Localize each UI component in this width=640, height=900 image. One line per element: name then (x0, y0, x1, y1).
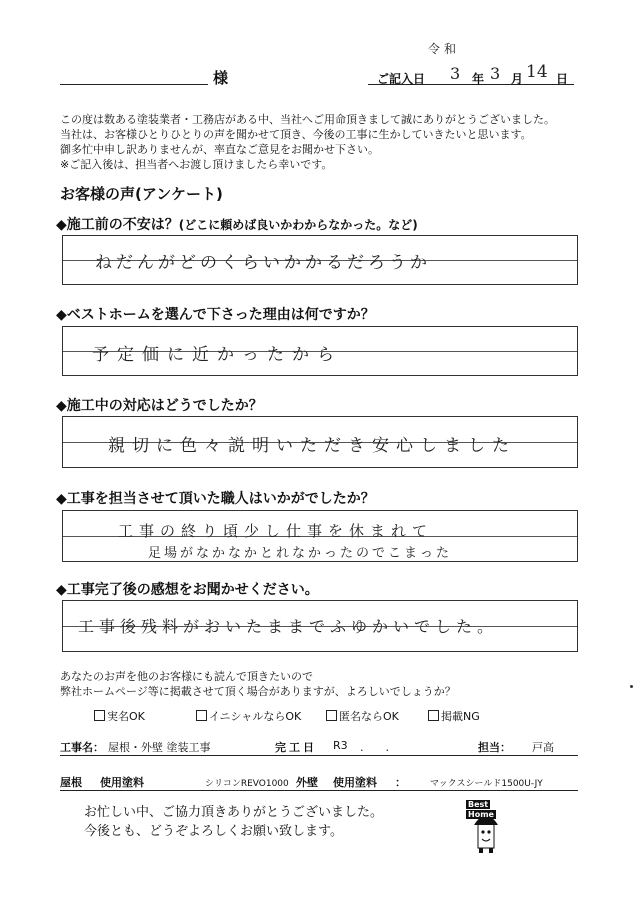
checkbox-anonymous[interactable] (326, 710, 337, 721)
consent-text-1: あなたのお声を他のお客様にも読んで頂きたいので (60, 670, 313, 683)
date-day: 14 (526, 62, 548, 82)
work-name-value: 屋根・外壁 塗装工事 (108, 741, 211, 754)
checkbox-no-publish[interactable] (428, 710, 439, 721)
staff-name: 戸高 (532, 741, 554, 754)
consent-text-2: 弊社ホームページ等に掲載させて頂く場合がありますが、よろしいでしょうか？ (60, 685, 456, 698)
answer-2-text: 予定価に近かったから (92, 345, 342, 365)
date-month-unit: 月 (511, 72, 524, 86)
consent-option-real-name[interactable] (94, 708, 145, 724)
date-month: 3 (490, 64, 505, 83)
logo-text-home: Home (468, 810, 494, 819)
date-day-unit: 日 (556, 72, 569, 86)
question-1 (56, 214, 418, 234)
intro-line-1: この度は数ある塗装業者・工務店がある中、当社へご用命頂きまして誠にありがとうございました。 (60, 113, 555, 126)
completion-date-value: R3 (333, 739, 348, 752)
option-label-initials: イニシャルならOK (209, 710, 302, 723)
date-year-unit: 年 (472, 72, 485, 86)
wall-colon: ： (395, 776, 406, 789)
wall-label: 外壁 (296, 776, 318, 789)
completion-date-dots: . . (360, 741, 389, 754)
sama-label: 様 (213, 69, 229, 87)
section-title: お客様の声(アンケート) (60, 185, 223, 203)
question-2-label: ◆ベストホームを選んで下さった理由は何ですか？ (56, 307, 375, 323)
closing-line-2: 今後とも、どうぞよろしくお願い致します。 (84, 824, 343, 839)
option-label-anonymous: 匿名ならOK (339, 710, 399, 723)
closing-line-1: お忙しい中、ご協力頂きありがとうございました。 (84, 805, 384, 820)
wall-paint-label: 使用塗料 (333, 776, 377, 789)
logo-text-best: Best (468, 800, 489, 809)
intro-line-3: 御多忙中申し訳ありませんが、率直なご意見をお聞かせ下さい。 (60, 143, 379, 156)
option-label-real-name: 実名OK (107, 710, 145, 723)
question-3-label: ◆施工中の対応はどうでしたか？ (56, 398, 263, 414)
answer-4-text-line-2: 足場がなかなかとれなかったのでこまった (148, 546, 453, 561)
option-label-no-publish: 掲載NG (441, 710, 480, 723)
answer-1-text: ねだんがどのくらいかかるだろうか (95, 253, 431, 273)
consent-option-anonymous[interactable] (326, 708, 399, 724)
consent-option-no-publish[interactable] (428, 708, 480, 724)
answer-3-text: 親切に色々説明いただき安心しました (108, 436, 516, 456)
question-5-label: ◆工事完了後の感想をお聞かせください。 (56, 582, 319, 598)
consent-option-initials[interactable] (196, 708, 301, 724)
best-home-logo (464, 798, 506, 854)
intro-line-2: 当社は、お客様ひとりひとりの声を聞かせて頂き、今後の工事に生かしていきたいと思います。 (60, 128, 532, 141)
wall-paint-value: マックスシールド1500U-JY (430, 779, 543, 789)
intro-line-4: ※ご記入後は、担当者へお渡し頂けましたら幸いです。 (60, 158, 333, 171)
answer-5-text: 工事後残料がおいたままでふゆかいでした。 (78, 617, 499, 636)
checkbox-initials[interactable] (196, 710, 207, 721)
era-handwritten: 令和 (428, 42, 461, 56)
checkbox-real-name[interactable] (94, 710, 105, 721)
answer-4-text-line-1: 工事の終り頃少し仕事を休まれて (118, 522, 434, 540)
question-1-sub: (どこに頼めば良いかわからなかった。など) (178, 218, 418, 232)
customer-name-blank[interactable] (60, 70, 208, 85)
date-label: ご記入日 (377, 72, 426, 86)
question-1-label: ◆施工前の不安は？ (56, 217, 179, 233)
roof-paint-label: 使用塗料 (100, 776, 144, 789)
date-year: 3 (450, 64, 465, 83)
roof-paint-value: シリコンREVO1000 (205, 779, 289, 789)
completion-date-label: 完工日 (275, 741, 317, 754)
question-4-label: ◆工事を担当させて頂いた職人はいかがでしたか？ (56, 491, 375, 507)
scan-speck (630, 685, 633, 688)
work-name-label: 工事名： (60, 741, 104, 754)
roof-label: 屋根 (60, 776, 82, 789)
staff-label: 担当： (478, 741, 511, 754)
